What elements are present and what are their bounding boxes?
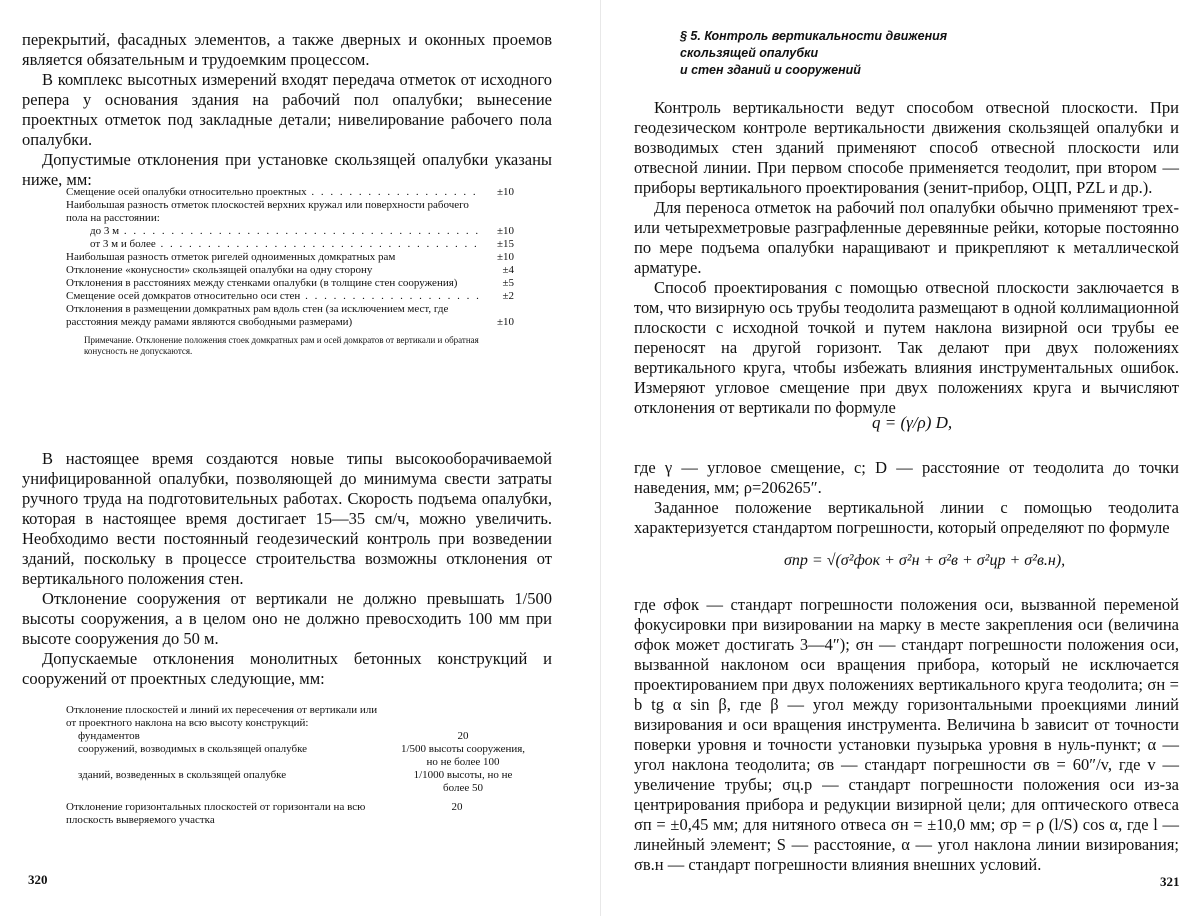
table-row	[66, 238, 514, 251]
table-row	[66, 225, 514, 238]
right-text-block	[634, 458, 1179, 538]
formula: q = (γ/ρ) D,	[872, 413, 953, 432]
page-number: 321	[1160, 874, 1180, 889]
table-header: Отклонение плоскостей и линий их пересечения от вертикали или от проектного наклона на всю высоту конструкций:	[66, 704, 378, 729]
table-row	[66, 730, 526, 743]
text-paragraph: где σфок — стандарт погрешности положения оси, вызванной переменой фокусировки при визировании на марку в месте закрепления оси (величина σфок может достигать 3—4″); σн — стандарт погрешности положения оси, вызванной наклоном оси вращения прибора, который не исключается проектированием при двух положениях вертикального круга теодолита; σн = b tg α sin β, где β — угол между горизонтальными проекциями линий визирования и оси вращения инструмента. Величина b зависит от точности поверки уровня и точности установки пузырька уровня в нуль-пункт; α — угол наклона теодолита; σв — стандарт погрешности σв = 60″/v, где v — увеличение трубы; σц.р — стандарт погрешности положения оси из-за центрирования прибора и редукции визирной цели; для оптического отвеса σп = ±0,45 мм; для нитяного отвеса σн = ±10,0 мм; σр = ρ (l/S) cos α, где l — линейный элемент; S — расстояние, α — угол наклона линии визирования; σв.н — стандарт погрешности влияния внешних условий.	[634, 595, 1179, 874]
row-label: фундаментов	[78, 730, 140, 742]
row-value: ±5	[502, 277, 514, 289]
row-label: от 3 м и более	[90, 238, 156, 250]
text-paragraph: Контроль вертикальности ведут способом отвесной плоскости. При геодезическом контроле вертикальности движения скользящей опалубки и возводимых стен зданий применяют способ отвесной плоскости или отвесной линии. При первом способе применяется теодолит, при втором — приборы вертикального проектирования (зенит-прибор, ОЦП, PZL и др.).	[634, 98, 1179, 197]
table-row	[66, 303, 514, 329]
formula: σпр = √(σ²фок + σ²н + σ²в + σ²цр + σ²в.н),	[784, 552, 1066, 569]
row-value: ±2	[502, 290, 514, 302]
text-paragraph: Заданное положение вертикальной линии с помощью теодолита характеризуется стандартом погрешности, который определяют по формуле	[634, 498, 1179, 537]
section-title: § 5. Контроль вертикальности движения скользящей опалубки и стен зданий и сооружений	[680, 29, 948, 77]
table-row	[66, 743, 526, 769]
row-value: ±10	[496, 186, 514, 198]
left-middle-text	[22, 449, 552, 689]
row-value: 1/500 высоты сооружения, но не более 100	[400, 743, 526, 768]
row-label: Отклонения в размещении домкратных рам вдоль стен (за исключением мест, где расстояния между рамами являются свободными размерами)	[66, 303, 449, 328]
page-divider	[600, 0, 601, 916]
right-page	[610, 0, 1200, 916]
row-label: Отклонение «конусности» скользящей опалубки на одну сторону	[66, 264, 373, 276]
row-value: ±10	[496, 251, 514, 263]
row-value: ±15	[496, 238, 514, 250]
text-paragraph: В комплекс высотных измерений входят передача отметок от исходного репера у основания здания на рабочий пол опалубки; вынесение проектных отметок под закладные детали; нивелирование рабочего пола опалубки.	[22, 70, 552, 149]
row-value: 20	[451, 801, 463, 813]
row-value: ±10	[496, 316, 514, 328]
row-label: сооружений, возводимых в скользящей опалубке	[78, 743, 308, 755]
row-label: Наибольшая разность отметок плоскостей верхних кружал или поверхности рабочего пола на расстоянии:	[66, 199, 469, 224]
table-row	[66, 801, 526, 827]
text-paragraph: Допустимые отклонения при установке скользящей опалубки указаны ниже, мм:	[22, 150, 552, 189]
text-paragraph: где γ — угловое смещение, с; D — расстояние от теодолита до точки наведения, мм; ρ=206265″.	[634, 458, 1179, 497]
page-number: 320	[28, 872, 48, 887]
left-intro	[22, 30, 552, 190]
table-row	[66, 186, 514, 199]
tolerance-table	[66, 186, 514, 357]
text-paragraph: перекрытий, фасадных элементов, а также дверных и оконных проемов является обязательным и трудоемким процессом.	[22, 30, 552, 69]
table-row	[66, 264, 514, 277]
text-paragraph: Для переноса отметок на рабочий пол опалубки обычно применяют трех- или четырехметровые разграфленные деревянные рейки, которые постоянно по мере подъема опалубки наращивают и прикрепляют к металлической арматуре.	[634, 198, 1179, 277]
row-label: Отклонение горизонтальных плоскостей от горизонтали на всю плоскость выверяемого участка	[66, 801, 366, 826]
row-label: до 3 м	[90, 225, 120, 237]
table-row	[66, 769, 526, 795]
table-row	[66, 290, 514, 303]
table-row	[66, 251, 514, 264]
text-paragraph: В настоящее время создаются новые типы высокооборачиваемой унифицированной опалубки, позволяющей до минимума свести затраты ручного труда на подготовительных работах. Скорость подъема опалубки, которая в настоящее время достигает 15—35 см/ч, можно увеличить. Необходимо вести постоянный геодезический контроль при возведении зданий, поскольку в процессе строительства возможны отклонения от вертикального положения стен.	[22, 449, 552, 588]
row-value: ±10	[496, 225, 514, 237]
text-paragraph: Отклонение сооружения от вертикали не должно превышать 1/500 высоты сооружения, а в целом оно не должно превосходить 100 мм при высоте сооружения до 50 м.	[22, 589, 552, 648]
row-label: зданий, возведенных в скользящей опалубке	[78, 769, 287, 781]
row-label: Смещение осей опалубки относительно проектных	[66, 186, 307, 198]
row-value: 1/1000 высоты, но не более 50	[413, 769, 513, 794]
row-value: 20	[457, 730, 469, 742]
right-text-block	[634, 595, 1179, 875]
text-paragraph: Способ проектирования с помощью отвесной плоскости заключается в том, что визирную ось трубы теодолита размещают в одной коллимационной плоскости с исходной точкой и путем наклона визирной оси трубы ее переносят на другой горизонт. Так делают при двух положениях вертикального круга, чтобы избежать влияния инструментальных ошибок. Измеряют угловое смещение при двух положениях круга и вычисляют отклонения от вертикали по формуле	[634, 278, 1179, 417]
table-note: Примечание. Отклонение положения стоек домкратных рам и осей домкратов от вертикали и обратная конусность не допускаются.	[84, 335, 479, 356]
row-label: Отклонения в расстояниях между стенками опалубки (в толщине стен сооружения)	[66, 277, 458, 289]
concrete-tolerance-table	[66, 704, 526, 827]
right-text-block	[634, 98, 1179, 418]
text-paragraph: Допускаемые отклонения монолитных бетонных конструкций и сооружений от проектных следующие, мм:	[22, 649, 552, 688]
row-label: Смещение осей домкратов относительно оси стен	[66, 290, 301, 302]
table-row	[66, 277, 514, 290]
row-value: ±4	[502, 264, 514, 276]
row-label: Наибольшая разность отметок ригелей одноименных домкратных рам	[66, 251, 396, 263]
table-row	[66, 199, 514, 225]
